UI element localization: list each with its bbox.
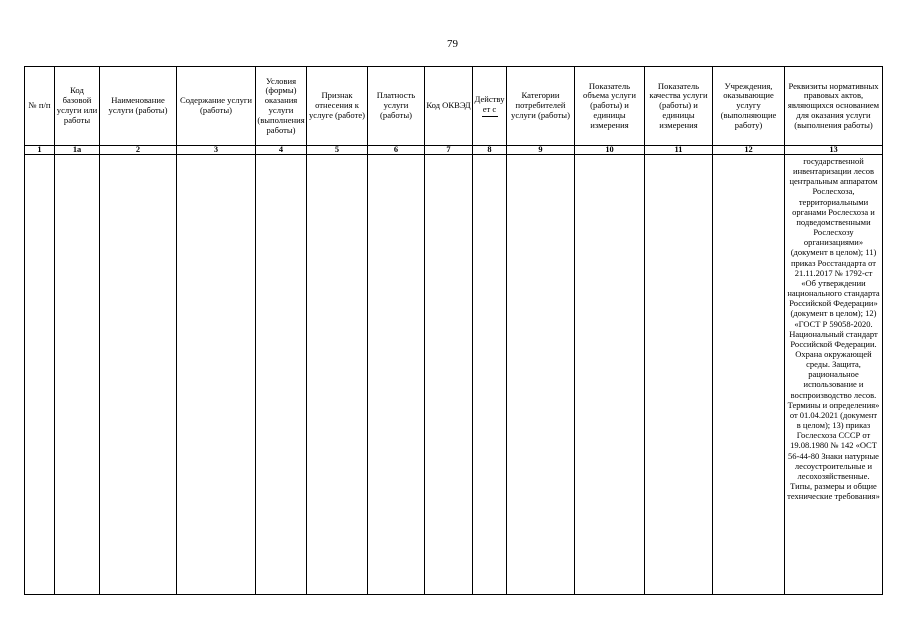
header-cell: Показатель качества услуги (работы) и единицы измерения xyxy=(645,67,713,146)
header-row xyxy=(25,67,883,146)
header-cell: Показатель объема услуги (работы) и единицы измерения xyxy=(575,67,645,146)
column-number: 13 xyxy=(785,146,883,155)
empty-cell xyxy=(55,155,100,595)
column-number: 4 xyxy=(256,146,307,155)
empty-cell xyxy=(100,155,177,595)
column-number-row xyxy=(25,146,883,155)
header-cell: Код базовой услуги или работы xyxy=(55,67,100,146)
legal-acts-cell: государственной инвентаризации лесов центральным аппаратом Рослесхоза, территориальными органами Рослесхоза и подведомственными Рослесхозу организациями» (документ в целом); 11) приказ Росстандарта от 21.11.2017 № 1792-ст «Об утверждении национального стандарта Российской Федерации» (документ в целом); 12) «ГОСТ Р 59058-2020. Национальный стандарт Российской Федерации. Охрана окружающей среды. Защита, рациональное использование и воспроизводство лесов. Термины и определения» от 01.04.2021 (документ в целом); 13) приказ Гослесхоза СССР от 19.08.1980 № 142 «ОСТ 56-44-80 Знаки натурные лесоустроительные и лесохозяйственные. Типы, размеры и общие технические требования» xyxy=(785,155,883,595)
header-cell-effective-from xyxy=(473,67,507,146)
empty-cell xyxy=(645,155,713,595)
header-cell: Платность услуги (работы) xyxy=(368,67,425,146)
header-cell: Реквизиты нормативных правовых актов, являющихся основанием для оказания услуги (выполнения работы) xyxy=(785,67,883,146)
header-cell: Наименование услуги (работы) xyxy=(100,67,177,146)
header-cell: Категории потребителей услуги (работы) xyxy=(507,67,575,146)
column-number: 2 xyxy=(100,146,177,155)
header-cell-text: Действует с xyxy=(474,93,505,114)
empty-cell xyxy=(307,155,368,595)
column-number: 10 xyxy=(575,146,645,155)
empty-cell xyxy=(256,155,307,595)
date-placeholder-line xyxy=(482,116,498,117)
header-cell: № п/п xyxy=(25,67,55,146)
empty-cell xyxy=(368,155,425,595)
column-number: 9 xyxy=(507,146,575,155)
column-number: 7 xyxy=(425,146,473,155)
empty-cell xyxy=(713,155,785,595)
header-cell: Код ОКВЭД xyxy=(425,67,473,146)
header-cell: Учреждения, оказывающие услугу (выполняющие работу) xyxy=(713,67,785,146)
column-number: 11 xyxy=(645,146,713,155)
header-cell: Содержание услуги (работы) xyxy=(177,67,256,146)
column-number: 12 xyxy=(713,146,785,155)
column-number: 1 xyxy=(25,146,55,155)
page-number: 79 xyxy=(447,38,458,50)
empty-cell xyxy=(425,155,473,595)
table-row xyxy=(25,155,883,595)
empty-cell xyxy=(177,155,256,595)
empty-cell xyxy=(25,155,55,595)
empty-cell xyxy=(507,155,575,595)
header-cell: Признак отнесения к услуге (работе) xyxy=(307,67,368,146)
header-cell: Условия (формы) оказания услуги (выполнения работы) xyxy=(256,67,307,146)
column-number: 3 xyxy=(177,146,256,155)
services-table xyxy=(24,66,883,595)
empty-cell xyxy=(575,155,645,595)
column-number: 5 xyxy=(307,146,368,155)
empty-cell xyxy=(473,155,507,595)
column-number: 8 xyxy=(473,146,507,155)
column-number: 1а xyxy=(55,146,100,155)
column-number: 6 xyxy=(368,146,425,155)
